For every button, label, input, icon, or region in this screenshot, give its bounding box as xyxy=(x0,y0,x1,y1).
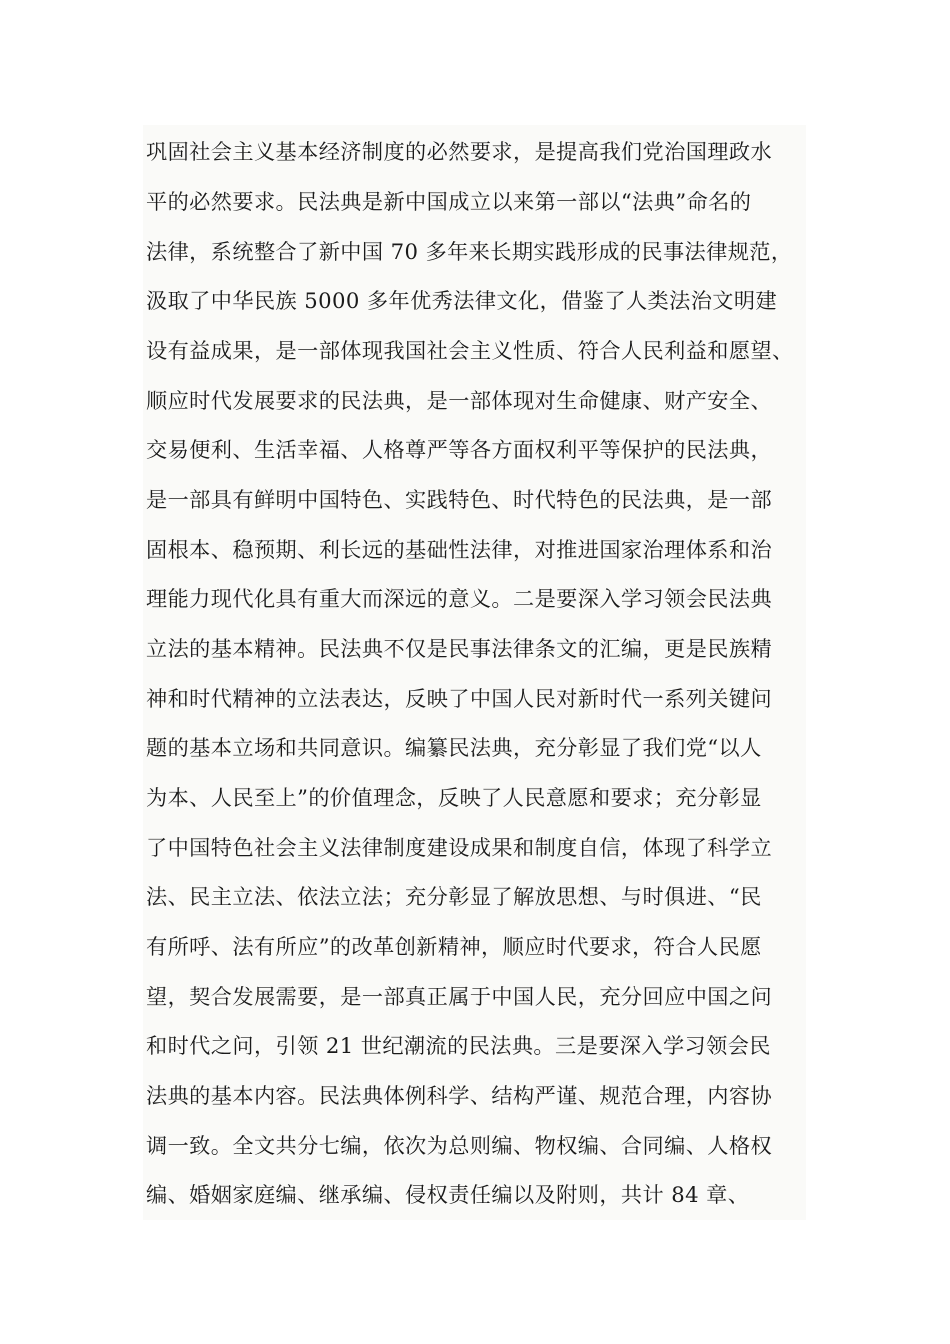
text-line-4: 汲取了中华民族 5000 多年优秀法律文化，借鉴了人类法治文明建 xyxy=(146,288,778,313)
text-line-17: 有所呼、法有所应”的改革创新精神，顺应时代要求，符合人民愿 xyxy=(146,934,762,959)
text-line-2: 平的必然要求。民法典是新中国成立以来第一部以“法典”命名的 xyxy=(146,189,752,214)
text-line-13: 题的基本立场和共同意识。编纂民法典，充分彰显了我们党“以人 xyxy=(146,735,762,760)
text-line-14: 为本、人民至上”的价值理念，反映了人民意愿和要求；充分彰显 xyxy=(146,785,762,810)
text-line-12: 神和时代精神的立法表达，反映了中国人民对新时代一系列关键问 xyxy=(146,686,773,711)
text-line-22: 编、婚姻家庭编、继承编、侵权责任编以及附则，共计 84 章、 xyxy=(146,1182,750,1207)
text-line-11: 立法的基本精神。民法典不仅是民事法律条文的汇编，更是民族精 xyxy=(146,636,773,661)
text-line-3: 法律，系统整合了新中国 70 多年来长期实践形成的民事法律规范， xyxy=(146,239,793,264)
text-line-15: 了中国特色社会主义法律制度建设成果和制度自信，体现了科学立 xyxy=(146,835,773,860)
text-line-5: 设有益成果，是一部体现我国社会主义性质、符合人民利益和愿望、 xyxy=(146,338,794,363)
text-line-10: 理能力现代化具有重大而深远的意义。二是要深入学习领会民法典 xyxy=(146,586,773,611)
text-line-6: 顺应时代发展要求的民法典，是一部体现对生命健康、财产安全、 xyxy=(146,388,773,413)
text-line-21: 调一致。全文共分七编，依次为总则编、物权编、合同编、人格权 xyxy=(146,1133,773,1158)
text-line-8: 是一部具有鲜明中国特色、实践特色、时代特色的民法典，是一部 xyxy=(146,487,773,512)
document-text-block xyxy=(143,125,806,1220)
text-line-18: 望，契合发展需要，是一部真正属于中国人民，充分回应中国之问 xyxy=(146,984,773,1009)
text-line-20: 法典的基本内容。民法典体例科学、结构严谨、规范合理，内容协 xyxy=(146,1083,773,1108)
text-line-9: 固根本、稳预期、利长远的基础性法律，对推进国家治理体系和治 xyxy=(146,537,773,562)
text-line-7: 交易便利、生活幸福、人格尊严等各方面权利平等保护的民法典， xyxy=(146,437,773,462)
text-line-1: 巩固社会主义基本经济制度的必然要求，是提高我们党治国理政水 xyxy=(146,139,773,164)
text-line-16: 法、民主立法、依法立法；充分彰显了解放思想、与时俱进、“民 xyxy=(146,884,762,909)
text-line-19: 和时代之问，引领 21 世纪潮流的民法典。三是要深入学习领会民 xyxy=(146,1033,771,1058)
